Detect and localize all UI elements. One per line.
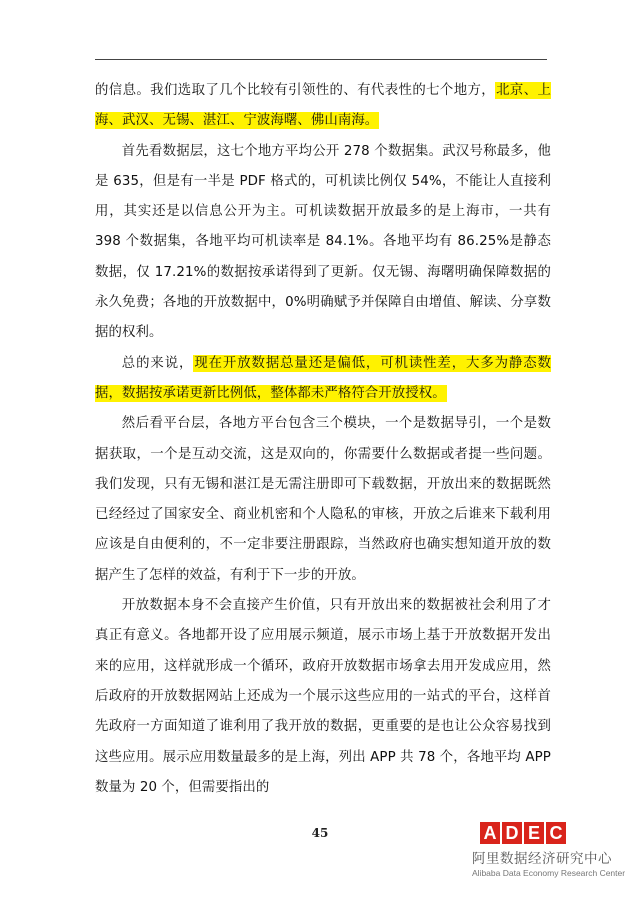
document-body: [95, 76, 551, 803]
logo-letter-c: C: [546, 822, 566, 844]
highlighted-text: 现在开放数据总量还是偏低，可机读性差，大多为静态数据，数据按承诺更新比例低，整体都未严格符合开放授权。: [95, 355, 552, 401]
page-number: 45: [311, 826, 329, 840]
paragraph: 开放数据本身不会直接产生价值，只有开放出来的数据被社会利用了才真正有意义。各地都开设了应用展示频道，展示市场上基于开放数据开发出来的应用，这样就形成一个循环，政府开放数据市场拿去用开发成应用，然后政府的开放数据网站上还成为一个展示这些应用的一站式的平台，这样首先政府一方面知道了谁利用了我开放的数据，更重要的是也让公众容易找到这些应用。展示应用数量最多的是上海，列出 APP 共 78 个，各地平均 APP 数量为 20 个，但需要指出的: [95, 598, 551, 795]
paragraph: 总的来说，现在开放数据总量还是偏低，可机读性差，大多为静态数据，数据按承诺更新比例低，整体都未严格符合开放授权。: [95, 355, 552, 401]
paragraph: 的信息。我们选取了几个比较有引领性的、有代表性的七个地方，北京、上海、武汉、无锡、湛江、宁波海曙、佛山南海。: [95, 83, 551, 129]
logo-english-name: Alibaba Data Economy Research Center: [472, 868, 626, 878]
paragraph: 然后看平台层，各地方平台包含三个模块，一个是数据导引，一个是数据获取，一个是互动交流，这是双向的，你需要什么数据或者提一些问题。我们发现，只有无锡和湛江是无需注册即可下载数据，开放出来的数据既然已经经过了国家安全、商业机密和个人隐私的审核，开放之后谁来下载利用应该是自由便利的，不一定非要注册跟踪，当然政府也确实想知道开放的数据产生了怎样的效益，有利于下一步的开放。: [95, 416, 551, 583]
logo-letter-e: E: [524, 822, 544, 844]
paragraph: 首先看数据层，这七个地方平均公开 278 个数据集。武汉号称最多，他是 635，但是有一半是 PDF 格式的，可机读比例仅 54%，不能让人直接利用，其实还是以信息公开为主。可机读数据开放最多的是上海市，一共有 398 个数据集，各地平均可机读率是 84.1%。各地平均有 86.25%是静态数据，仅 17.21%的数据按承诺得到了更新。仅无锡、海曙明确保障数据的永久免费；各地的开放数据中，0%明确赋予并保障自由增值、解读、分享数据的权利。: [95, 143, 551, 341]
header-rule: [95, 59, 547, 60]
logo-letter-a: A: [480, 822, 500, 844]
logo-letters: [480, 822, 630, 844]
highlighted-text: 北京、上海、武汉、无锡、湛江、宁波海曙、佛山南海。: [95, 83, 551, 129]
logo-chinese-name: 阿里数据经济研究中心: [472, 851, 612, 867]
logo-letter-d: D: [502, 822, 522, 844]
adec-logo: [470, 822, 630, 888]
